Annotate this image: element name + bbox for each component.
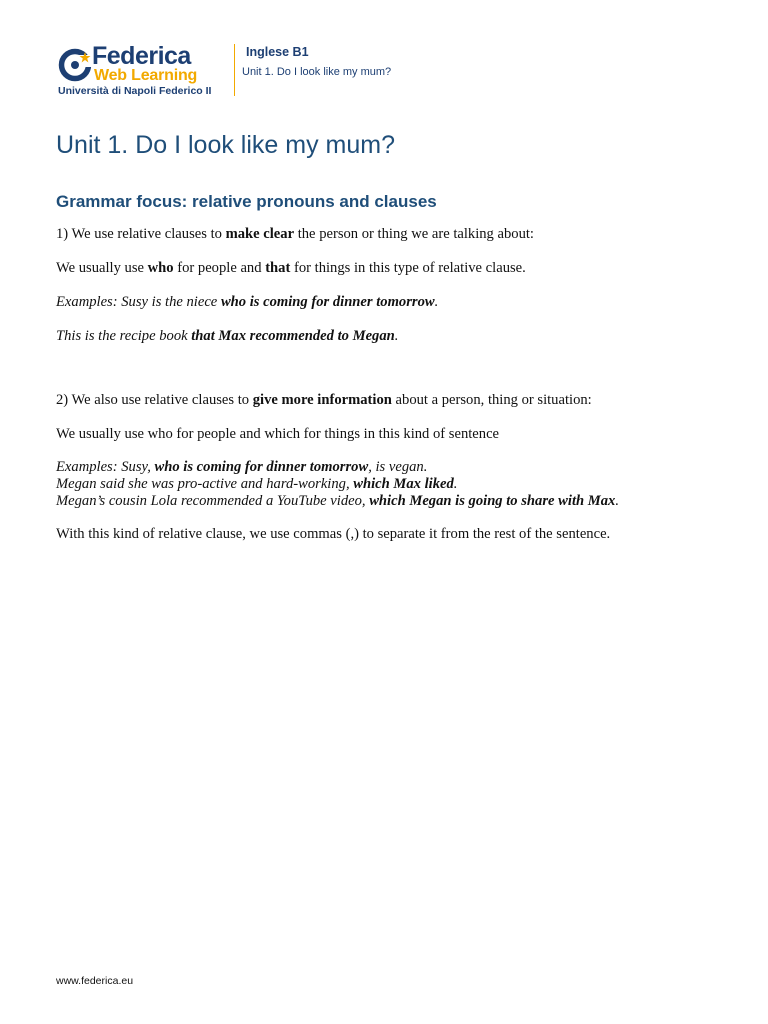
rule-2-paragraph	[56, 391, 726, 410]
example-1	[56, 293, 726, 312]
document-body	[56, 128, 726, 559]
text-run: the person or thing we are talking about:	[294, 226, 534, 242]
text-run: We usually use	[56, 260, 148, 276]
bold-run: give more information	[252, 392, 392, 408]
document-header	[56, 40, 716, 100]
bold-run: which Megan is going to share with Max	[369, 493, 616, 509]
example-line	[56, 476, 726, 493]
bold-run: that Max recommended to Megan	[191, 328, 395, 344]
bold-run: who is coming for dinner tomorrow	[154, 459, 369, 475]
footer-link[interactable]: www.federica.eu	[56, 975, 134, 987]
text-run: Megan said she was pro-active and hard-working,	[56, 476, 354, 492]
logo-tagline: Web Learning	[94, 67, 198, 84]
course-name: Inglese B1	[246, 45, 309, 59]
example-line	[56, 459, 726, 476]
commas-note: With this kind of relative clause, we use commas (,) to separate it from the rest of the sentence.	[56, 526, 611, 542]
text-run: .	[615, 493, 619, 509]
section-heading: Grammar focus: relative pronouns and clauses	[56, 192, 437, 211]
header-unit-title: Unit 1. Do I look like my mum?	[242, 66, 392, 78]
bold-run: who	[147, 260, 174, 276]
text-run: Examples: Susy is the niece	[56, 294, 221, 310]
example-2	[56, 327, 726, 346]
text-run: Examples: Susy,	[56, 459, 155, 475]
text-run: This is the recipe book	[56, 328, 192, 344]
logo-brand: Federica	[92, 42, 191, 70]
examples-block	[56, 459, 726, 510]
section-spacer	[56, 361, 726, 391]
logo-university: Università di Napoli Federico II	[58, 85, 212, 97]
rule-1-usage-paragraph	[56, 259, 726, 278]
text-run: .	[394, 328, 399, 344]
federica-logo	[56, 42, 236, 98]
example-line	[56, 493, 726, 510]
bold-run: that	[265, 260, 291, 276]
text-run: .	[434, 294, 439, 310]
text-run: , is vegan.	[368, 459, 428, 475]
rule-1-paragraph	[56, 225, 726, 244]
text-run: 2) We also use relative clauses to	[56, 392, 253, 408]
text-run: Megan’s cousin Lola recommended a YouTube video,	[56, 493, 370, 509]
text-run: about a person, thing or situation:	[391, 392, 592, 408]
text-run: 1) We use relative clauses to	[56, 226, 226, 242]
header-divider	[234, 44, 235, 96]
bold-run: which Max liked	[353, 476, 454, 492]
rule-2-usage-paragraph: We usually use who for people and which for things in this kind of sentence	[56, 426, 500, 442]
bold-run: make clear	[225, 226, 295, 242]
text-run: .	[453, 476, 458, 492]
text-run: for things in this type of relative clause.	[290, 260, 526, 276]
bold-run: who is coming for dinner tomorrow	[220, 294, 435, 310]
page-title: Unit 1. Do I look like my mum?	[56, 131, 395, 159]
federica-logo-icon	[58, 46, 94, 82]
text-run: for people and	[173, 260, 266, 276]
